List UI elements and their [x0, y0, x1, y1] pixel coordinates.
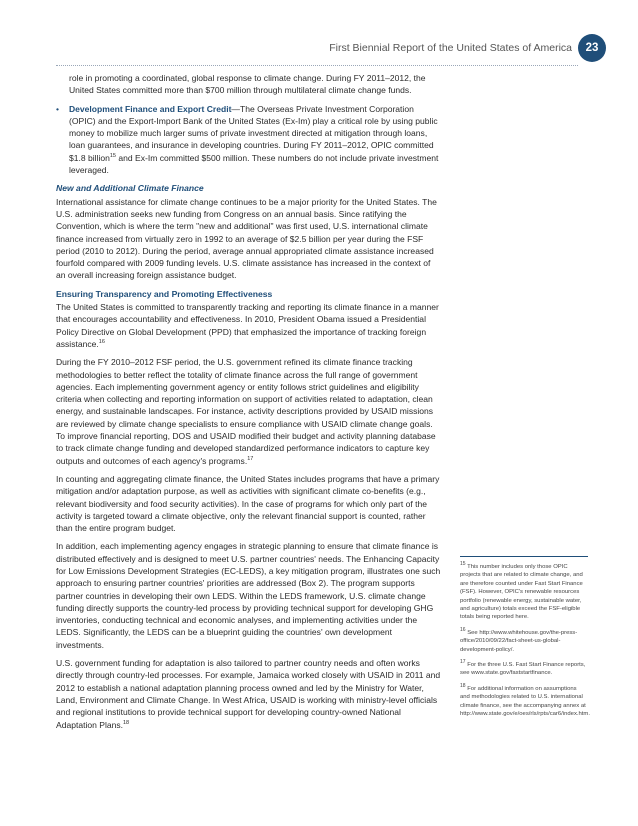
- section-heading-new-additional: New and Additional Climate Finance: [56, 183, 204, 194]
- footnote-text: For additional information on assumptions and methodologies related to U.S. international climate finance, see the accompanying annex at http://www.state.gov/e/oes/rls/rpts/car6/index.htm.: [460, 685, 590, 718]
- paragraph-text: U.S. government funding for adaptation is also tailored to partner country needs and often works directly through country-led processes. For example, Jamaica worked closely with USAID in 2011 and 2012 to establish a national adaptation planning process owned and led by the Ministry for Water, Land, Environment and Climate Change. In West Africa, USAID is working with ministry-level officials and regional institutions to provide technical support for developing country-owned National Adaptation Plans.: [56, 658, 441, 730]
- footnote-16: [460, 626, 588, 654]
- paragraph-transparency-4: In addition, each implementing agency engages in strategic planning to ensure that climate finance is distributed effectively and is designed to meet U.S. partner countries' needs. The Enhancing Capacity for Low Emissions Development Strategies (EC-LEDS), a key mitigation program, illustrates one such approach to ensuring partner countries' priorities are addressed (Box 2). The program supports partner countries in developing their own LEDS. Within the LEDS framework, U.S. climate change funding directly supports the country-led process by providing technical support for developing GHG inventories, conducting technical and economic analyses, and implementing activities under the LEDS. Significantly, the LEDS can be a blueprint guiding the countries' own development investments.: [56, 541, 441, 650]
- footnote-15: [460, 563, 588, 622]
- section-heading-transparency: Ensuring Transparency and Promoting Effectiveness: [56, 288, 273, 299]
- report-title: First Biennial Report of the United States of America: [329, 42, 572, 54]
- footnote-text: For the three U.S. Fast Start Finance reports, see www.state.gov/faststartfinance.: [460, 662, 586, 677]
- footnotes-column: [460, 556, 588, 726]
- footnote-17: [460, 661, 588, 678]
- footnote-ref-18[interactable]: 18: [123, 719, 130, 726]
- footnote-text: This number includes only those OPIC projects that are related to climate change, and are therefore counted under Fast Start Finance (FSF). However, OPIC's renewable resources portfolio (renewable energy, sustainable water, and agriculture) totals exceed the FSF-eligible totals being reported here.: [460, 564, 583, 621]
- paragraph-text: The United States is committed to transparently tracking and reporting its climate finance in a manner that encourages accountability and effectiveness. In 2010, President Obama issued a Presidential Policy Directive on Global Development (PPD) that emphasized the importance of tracking foreign assistance.: [56, 302, 439, 349]
- footnote-ref-15[interactable]: 15: [109, 152, 116, 159]
- footnote-divider: [460, 556, 588, 557]
- paragraph-text: During the FY 2010–2012 FSF period, the U.S. government refined its climate finance tracking methodologies to better reflect the totality of climate finance across the full range of government agencies. Each implementing government agency or entity follows strict guidelines and eligibility criteria when collecting and reporting information on support of activities related to adaptation, clean energy, and sustainable landscapes. For instance, activity descriptions provided by USAID missions are reviewed by climate change specialists to ensure compliance with USAID climate change goals. To improve financial reporting, DOS and USAID modified their budget and activity planning database to track climate change funding and developed standardized performance indicators to capture key outputs and outcomes of each agency's programs.: [56, 357, 436, 466]
- intro-continuation: role in promoting a coordinated, global response to climate change. During FY 2011–2012, the United States committed more than $700 million through multilateral climate change funds.: [69, 73, 426, 96]
- main-column: [56, 72, 442, 737]
- bullet-development-finance: [56, 103, 442, 177]
- footnote-ref-16[interactable]: 16: [98, 339, 105, 346]
- paragraph-transparency-2: [56, 356, 442, 467]
- bullet-text-b: and Ex-Im committed $500 million. These numbers do not include private investment leveraged.: [69, 152, 439, 176]
- footnote-number: 15: [460, 561, 466, 568]
- footnote-number: 16: [460, 626, 466, 633]
- footnote-text: See http://www.whitehouse.gov/the-press-office/2010/09/22/fact-sheet-us-global-development-policy/.: [460, 629, 578, 653]
- header-divider: [56, 65, 578, 66]
- bullet-heading: Development Finance and Export Credit: [69, 103, 232, 114]
- bullet-text-a: —The Overseas Private Investment Corporation (OPIC) and the Export-Import Bank of the United States (Ex-Im) play a critical role by using public money to mobilize much larger sums of private investment directed at mitigation through loans, loan guarantees, and insurance in developing countries. During FY 2011–2012, OPIC committed $1.8 billion: [69, 103, 438, 163]
- paragraph-transparency-3: In counting and aggregating climate finance, the United States includes programs that have a primary mitigation and/or adaptation purpose, as well as activities with significant climate co-benefits (e.g., relevant biodiversity and food security activities). In the case of programs for which only part of the activity is targeted toward a climate objective, only the relevant financial support is counted, rather than the entire program budget.: [56, 473, 440, 534]
- page-number-badge: 23: [578, 34, 606, 62]
- page-header: [0, 34, 638, 64]
- paragraph-transparency-1: [56, 301, 442, 350]
- paragraph-transparency-5: [56, 657, 442, 731]
- paragraph-new-additional: International assistance for climate change continues to be a major priority for the United States. The U.S. administration seeks new funding from Congress on an annual basis. Since ratifying the Convention, which is where the term "new and additional" was first used, U.S. international climate finance increased from virtually zero in 1992 to an average of $2.5 billion per year during the FSF period (2010 to 2012). During the period, average annual appropriated climate assistance increased fourfold compared with 2009 funding levels. U.S. climate assistance has increased in the context of an overall increasing foreign assistance budget.: [56, 196, 437, 281]
- footnote-number: 18: [460, 682, 466, 689]
- bullet-icon: •: [56, 103, 59, 114]
- footnote-18: [460, 682, 590, 719]
- footnote-ref-17[interactable]: 17: [247, 455, 254, 462]
- footnote-number: 17: [460, 659, 466, 666]
